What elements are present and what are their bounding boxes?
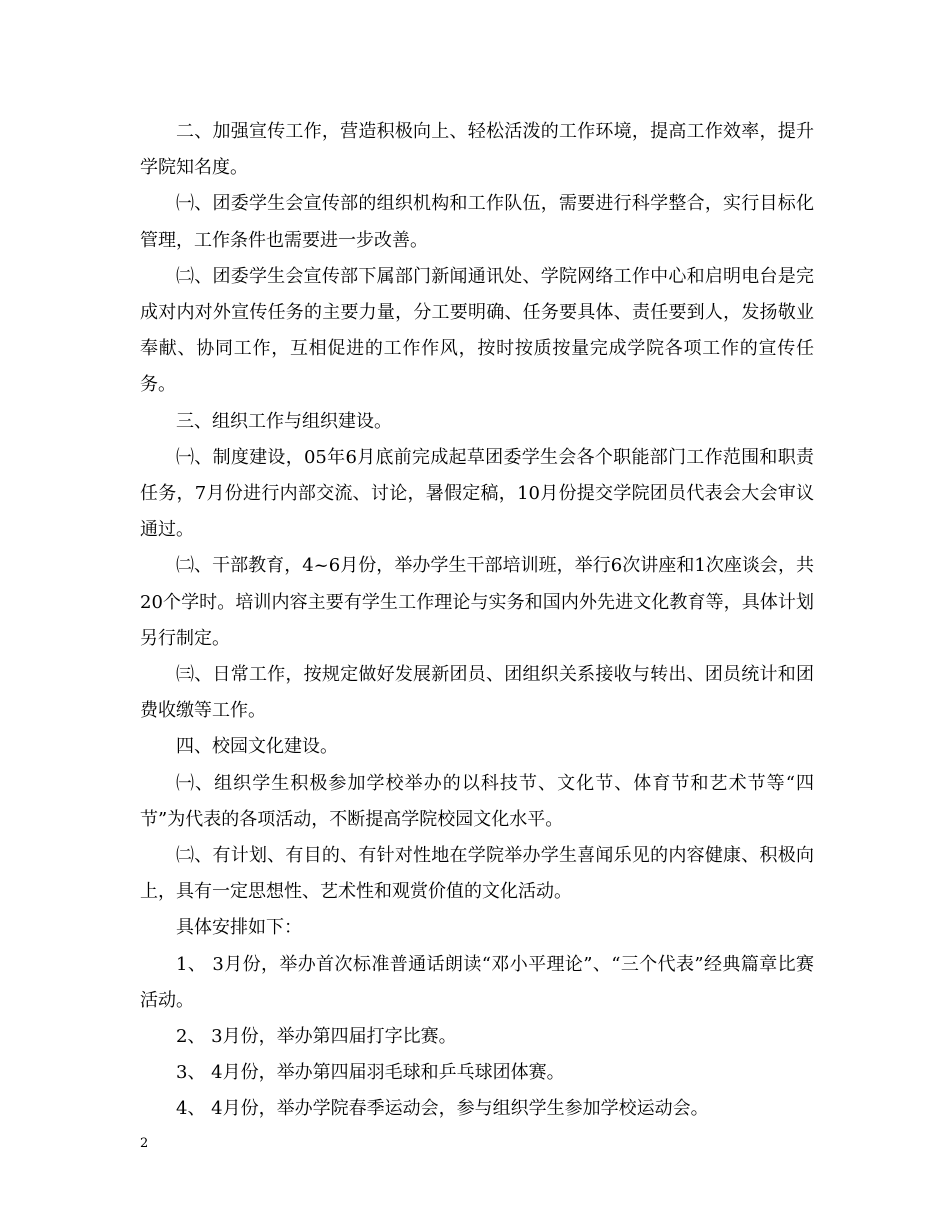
list-item-schedule-3: 3、 4月份，举办第四届羽毛球和乒乓球团体赛。 <box>176 1062 565 1084</box>
list-item-schedule-2: 2、 3月份，举办第四届打字比赛。 <box>176 1026 457 1048</box>
list-item-schedule-1: 1、 3月份，举办首次标准普通话朗读“邓小平理论”、“三个代表”经典篇章比赛活动。 <box>140 953 814 1011</box>
paragraph-3-3: ㈢、日常工作，按规定做好发展新团员、团组织关系接收与转出、团员统计和团费收缴等工作。 <box>140 664 814 722</box>
document-body <box>140 114 814 1128</box>
paragraph-4-2: ㈡、有计划、有目的、有针对性地在学院举办学生喜闻乐见的内容健康、积极向上，具有一定思想性、艺术性和观赏价值的文化活动。 <box>140 845 814 903</box>
paragraph-2-2: ㈡、团委学生会宣传部下属部门新闻通讯处、学院网络工作中心和启明电台是完成对内对外宣传任务的主要力量，分工要明确、任务要具体、责任要到人，发扬敬业奉献、协同工作，互相促进的工作作风，按时按质按量完成学院各项工作的宣传任务。 <box>140 265 814 396</box>
paragraph-section-2-heading: 二、加强宣传工作，营造积极向上、轻松活泼的工作环境，提高工作效率，提升学院知名度。 <box>140 121 814 179</box>
paragraph-2-1: ㈠、团委学生会宣传部的组织机构和工作队伍，需要进行科学整合，实行目标化管理，工作条件也需要进一步改善。 <box>140 193 814 251</box>
paragraph-section-3-heading: 三、组织工作与组织建设。 <box>176 410 392 432</box>
paragraph-schedule-intro: 具体安排如下： <box>176 917 302 939</box>
paragraph-3-1: ㈠、制度建设，05年6月底前完成起草团委学生会各个职能部门工作范围和职责任务，7月份进行内部交流、讨论，暑假定稿，10月份提交学院团员代表会大会审议通过。 <box>140 446 814 541</box>
list-item-schedule-4: 4、 4月份，举办学院春季运动会，参与组织学生参加学校运动会。 <box>176 1098 709 1120</box>
paragraph-section-4-heading: 四、校园文化建设。 <box>176 736 338 758</box>
paragraph-3-2: ㈡、干部教育，4~6月份，举办学生干部培训班，举行6次讲座和1次座谈会，共20个学时。培训内容主要有学生工作理论与实务和国内外先进文化教育等，具体计划另行制定。 <box>140 555 814 649</box>
paragraph-4-1: ㈠、组织学生积极参加学校举办的以科技节、文化节、体育节和艺术节等“四节”为代表的各项活动，不断提高学院校园文化水平。 <box>140 772 814 830</box>
page-number: 2 <box>140 1136 149 1151</box>
